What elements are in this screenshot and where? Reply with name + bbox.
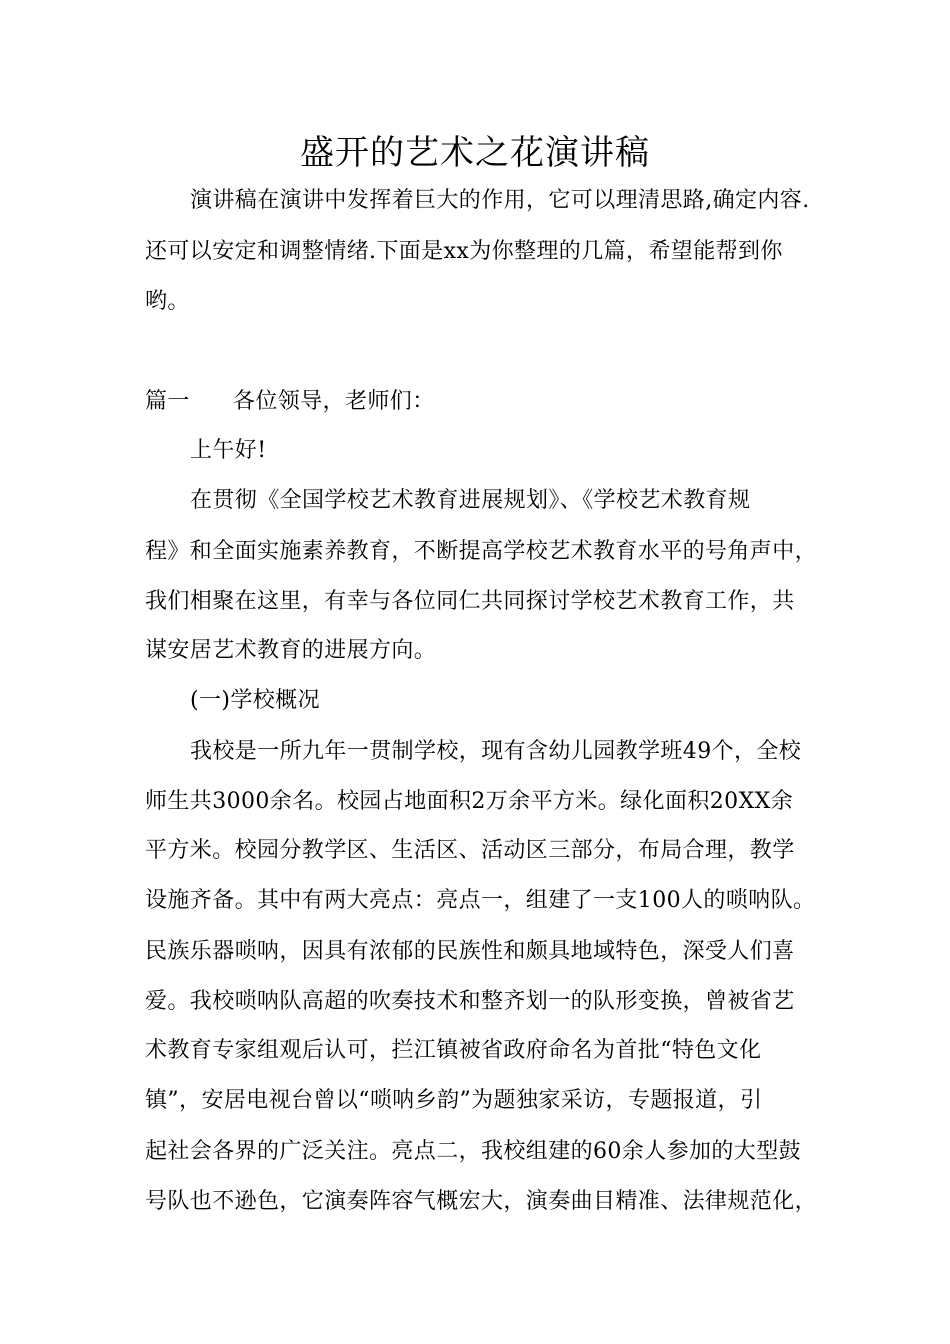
paragraph-line: 程》和全面实施素养教育，不断提高学校艺术教育水平的号角声中， [145, 539, 818, 564]
paragraph-line: 设施齐备。其中有两大亮点：亮点一，组建了一支100人的唢呐队。 [145, 888, 816, 913]
paragraph-line: 民族乐器唢呐，因具有浓郁的民族性和颇具地域特色，深受人们喜 [145, 939, 795, 964]
paragraph-line: 号队也不逊色，它演奏阵容气概宏大，演奏曲目精准、法律规范化， [145, 1189, 818, 1214]
section-number: 篇一 [145, 389, 190, 414]
paragraph-line: 师生共3000余名。校园占地面积2万余平方米。绿化面积20XX余 [145, 789, 794, 814]
intro-line: 哟。 [145, 289, 190, 314]
paragraph-line: 我们相聚在这里，有幸与各位同仁共同探讨学校艺术教育工作，共 [145, 589, 795, 614]
paragraph-line: 爱。我校唢呐队高超的吹奏技术和整齐划一的队形变换，曾被省艺 [145, 989, 795, 1014]
intro-line: 还可以安定和调整情绪.下面是xx为你整理的几篇，希望能帮到你 [145, 239, 783, 264]
document-title: 盛开的艺术之花演讲稿 [300, 133, 650, 173]
paragraph-line: 我校是一所九年一贯制学校，现有含幼儿园教学班49个，全校 [190, 739, 802, 764]
paragraph-line: 在贯彻《全国学校艺术教育进展规划》、《学校艺术教育规 [190, 488, 751, 513]
salutation: 上午好! [190, 438, 267, 463]
paragraph-line: 谋安居艺术教育的进展方向。 [145, 638, 437, 663]
paragraph-line: 镇”，安居电视台曾以“唢呐乡韵”为题独家采访，专题报道，引 [145, 1088, 763, 1113]
paragraph-line: 术教育专家组观后认可，拦江镇被省政府命名为首批“特色文化 [145, 1038, 762, 1063]
section-greeting: 各位领导，老师们： [233, 389, 435, 414]
intro-line: 演讲稿在演讲中发挥着巨大的作用，它可以理清思路,确定内容. [190, 188, 810, 213]
paragraph-line: 起社会各界的广泛关注。亮点二，我校组建的60余人参加的大型鼓 [145, 1139, 801, 1164]
section-heading [145, 387, 835, 417]
subheading: (一)学校概况 [190, 688, 320, 713]
paragraph-line: 平方米。校园分教学区、生活区、活动区三部分，布局合理，教学 [145, 838, 795, 863]
